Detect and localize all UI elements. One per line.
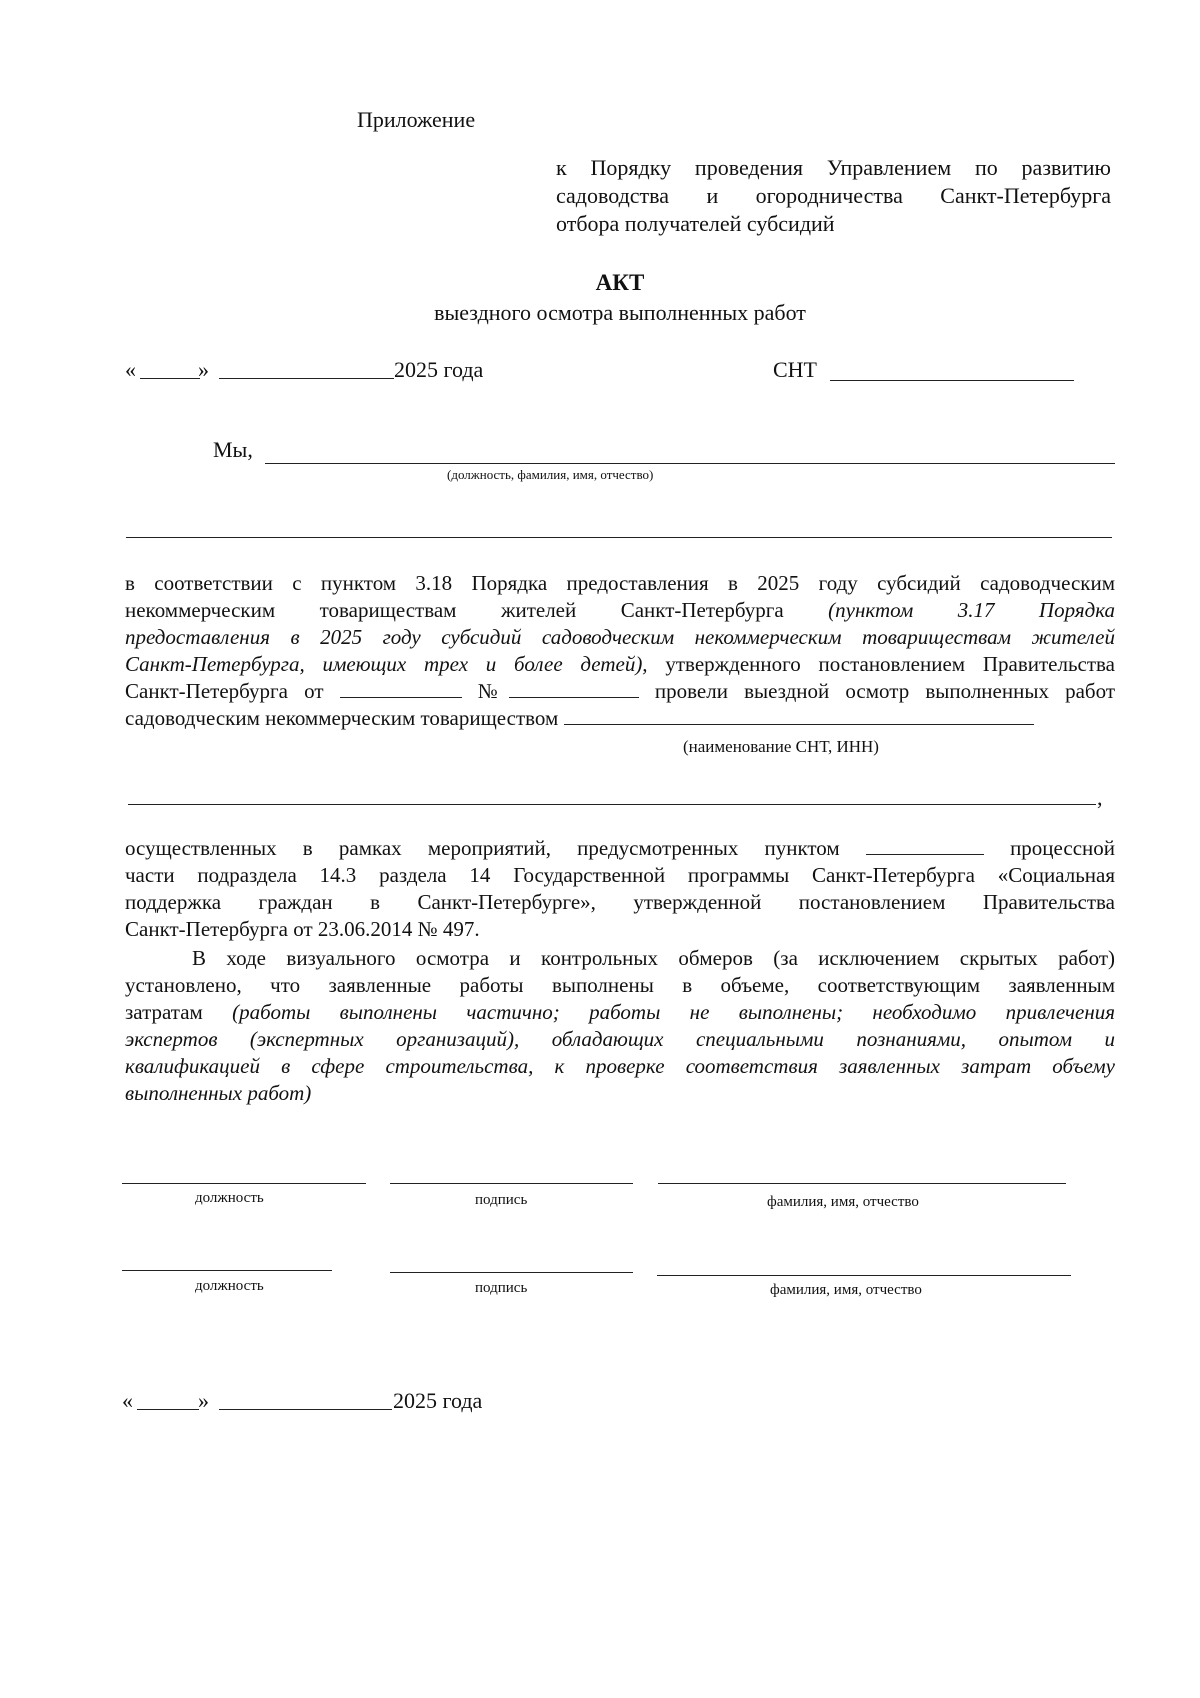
decree-date-blank[interactable] — [340, 679, 462, 698]
para3-line — [125, 1080, 1115, 1107]
signature-line[interactable] — [390, 1272, 633, 1273]
para1-line — [125, 651, 1115, 678]
appendix-ref-line: к Порядку проведения Управлением по развитию — [556, 155, 1111, 180]
participants-caption: (должность, фамилия, имя, отчество) — [447, 467, 654, 482]
day-blank[interactable] — [140, 378, 200, 379]
para1-line: в соответствии с пунктом 3.18 Порядка предоставления в 2025 году субсидий садоводческим — [125, 571, 1115, 595]
date-year: 2025 года — [393, 1388, 483, 1413]
month-blank[interactable] — [219, 1409, 392, 1410]
document-title: АКТ — [595, 270, 645, 295]
para3-line: В ходе визуального осмотра и контрольных обмеров (за исключением скрытых работ) — [192, 946, 1115, 970]
day-blank[interactable] — [137, 1409, 199, 1410]
document-subtitle: выездного осмотра выполненных работ — [434, 300, 806, 325]
appendix-ref-line: садоводства и огородничества Санкт-Петербурга — [556, 183, 1111, 208]
snt-blank[interactable] — [830, 380, 1074, 381]
para3-line — [125, 1026, 1115, 1053]
date-open-quote: « — [125, 357, 136, 382]
program-item-blank[interactable] — [866, 836, 984, 855]
para1-line — [125, 678, 1115, 705]
date-close-quote: » — [198, 1388, 209, 1413]
month-blank[interactable] — [219, 378, 394, 379]
name-caption: фамилия, имя, отчество — [767, 1194, 919, 1210]
we-label: Мы, — [213, 437, 253, 462]
para1-text: провели выездной осмотр выполненных работ — [654, 679, 1115, 703]
participants-blank-2[interactable] — [126, 537, 1112, 538]
date-close-quote: » — [198, 357, 209, 382]
paragraph-1 — [125, 570, 1115, 732]
para2-line — [125, 835, 1115, 862]
signature-caption: подпись — [475, 1192, 528, 1208]
appendix-title: Приложение — [357, 107, 476, 132]
signature-caption: подпись — [475, 1280, 528, 1296]
para2-text: процессной — [1010, 836, 1116, 860]
snt-label: СНТ — [773, 357, 817, 382]
para1-line — [125, 597, 1115, 624]
appendix-ref-line: отбора получателей субсидий — [556, 211, 835, 236]
para1-number-sign: № — [477, 679, 509, 703]
signature-line[interactable] — [390, 1183, 633, 1184]
para2-line: части подраздела 14.3 раздела 14 Государственной программы Санкт-Петербурга «Социальная — [125, 863, 1115, 887]
snt-name-caption: (наименование СНТ, ИНН) — [683, 737, 879, 756]
para1-line — [125, 705, 1115, 732]
paragraph-2 — [125, 835, 1115, 943]
para1-text: Санкт-Петербурга от — [125, 679, 324, 703]
snt-name-comma: , — [1097, 785, 1103, 810]
para3-italic: экспертов (экспертных организаций), обладающих специальными познаниями, опытом и — [125, 1027, 1115, 1051]
snt-name-blank-2[interactable] — [128, 804, 1096, 805]
date-year: 2025 года — [394, 357, 484, 382]
decree-number-blank[interactable] — [509, 679, 639, 698]
para3-italic: квалификацией в сфере строительства, к проверке соответствия заявленных затрат объему — [125, 1054, 1115, 1078]
para1-italic: (пунктом 3.17 Порядка — [828, 598, 1115, 622]
para3-text: затратам — [125, 1000, 203, 1024]
position-caption: должность — [195, 1278, 264, 1294]
para3-line — [125, 999, 1115, 1026]
position-line[interactable] — [122, 1183, 366, 1184]
para1-text: некоммерческим товариществам жителей Санкт-Петербурга — [125, 598, 784, 622]
para1-text: садоводческим некоммерческим товариществом — [125, 706, 559, 730]
name-caption: фамилия, имя, отчество — [770, 1282, 922, 1298]
position-caption: должность — [195, 1190, 264, 1206]
name-line[interactable] — [657, 1275, 1071, 1276]
para1-italic: Санкт-Петербурга, имеющих трех и более детей), — [125, 652, 648, 676]
para2-line: Санкт-Петербурга от 23.06.2014 № 497. — [125, 917, 480, 941]
para1-italic: предоставления в 2025 году субсидий садоводческим некоммерческим товариществам жителей — [125, 625, 1115, 649]
para3-italic: выполненных работ) — [125, 1081, 312, 1105]
paragraph-3 — [125, 945, 1115, 1107]
snt-name-blank[interactable] — [564, 706, 1034, 725]
para3-line — [125, 1053, 1115, 1080]
appendix-reference — [556, 154, 1111, 238]
para2-line: поддержка граждан в Санкт-Петербурге», утвержденной постановлением Правительства — [125, 890, 1115, 914]
para1-text: утвержденного постановлением Правительства — [665, 652, 1116, 676]
date-open-quote: « — [122, 1388, 133, 1413]
para3-italic: (работы выполнены частично; работы не выполнены; необходимо привлечения — [232, 1000, 1115, 1024]
para2-text: осуществленных в рамках мероприятий, предусмотренных пунктом — [125, 836, 840, 860]
position-line[interactable] — [122, 1270, 332, 1271]
participants-blank[interactable] — [265, 463, 1115, 464]
para1-line — [125, 624, 1115, 651]
para3-line: установлено, что заявленные работы выполнены в объеме, соответствующим заявленным — [125, 973, 1115, 997]
name-line[interactable] — [658, 1183, 1066, 1184]
